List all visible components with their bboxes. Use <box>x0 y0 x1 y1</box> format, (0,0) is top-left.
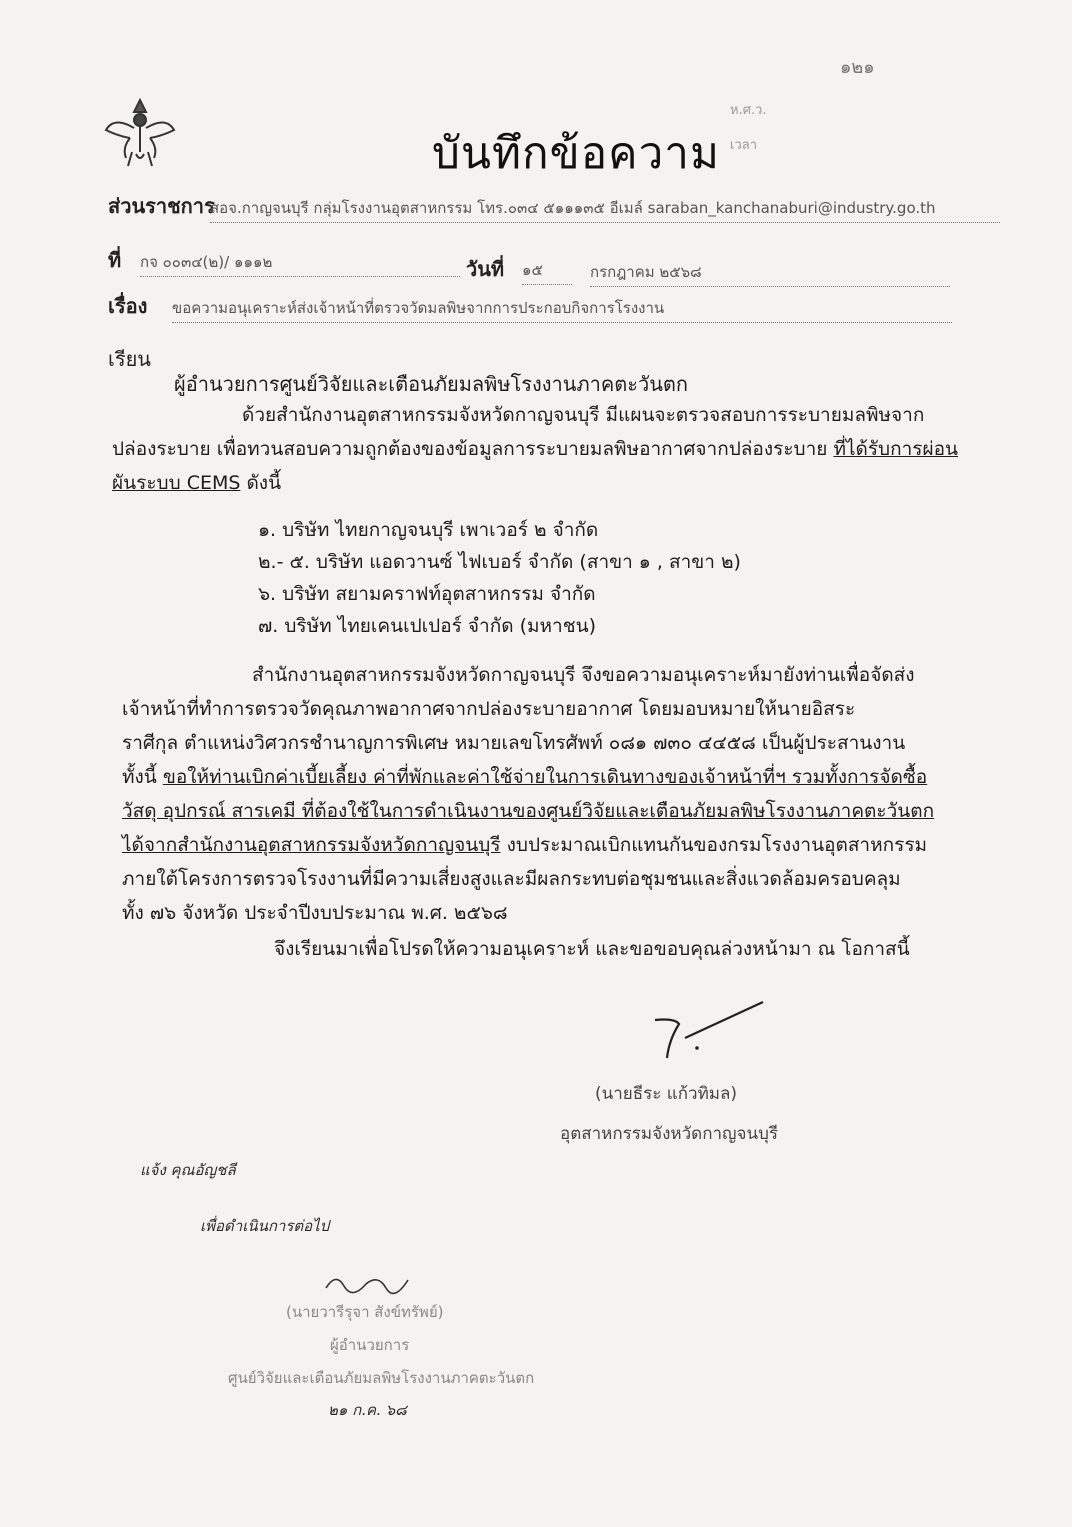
signer-name: (นายธีระ แก้วทิมล) <box>595 1084 738 1104</box>
date-label: วันที่ <box>466 257 505 281</box>
closing-line: จึงเรียนมาเพื่อโปรดให้ความอนุเคราะห์ และขอขอบคุณล่วงหน้ามา ณ โอกาสนี้ <box>274 938 910 960</box>
request-paragraph <box>122 658 934 930</box>
signer-position: อุตสาหกรรมจังหวัดกาญจนบุรี <box>560 1124 779 1144</box>
note-date: ๒๑ ก.ค. ๖๘ <box>328 1401 407 1419</box>
stamp-number: ๑๒๑ <box>840 57 875 78</box>
to-label: เรียน <box>108 347 151 371</box>
document-title: บันทึกข้อความ <box>432 128 721 179</box>
request-line-7: ภายใต้โครงการตรวจโรงงานที่มีความเสี่ยงสูงและมีผลกระทบต่อชุมชนและสิ่งแวดล้อมครอบคลุม <box>122 868 901 890</box>
intro-paragraph <box>112 398 958 500</box>
date-day: ๑๕ <box>522 258 572 285</box>
intro-line-3 <box>112 466 958 500</box>
note-signature-scribble <box>322 1268 412 1302</box>
request-line-3: ราศีกุล ตำแหน่งวิศวกรชำนาญการพิเศษ หมายเลขโทรศัพท์ ๐๘๑ ๗๓๐ ๔๔๕๘ เป็นผู้ประสานงาน <box>122 732 906 754</box>
note-line-2: เพื่อดำเนินการต่อไป <box>200 1217 330 1235</box>
agency-value: สอจ.กาญจนบุรี กลุ่มโรงงานอุตสาหกรรม โทร.๐๓๔ ๕๑๑๑๓๕ อีเมล์ saraban_kanchanaburi@industry.go.th <box>210 196 1000 223</box>
intro-line-3-text: ดังนี้ <box>240 472 282 494</box>
receipt-stamp <box>730 52 875 155</box>
intro-line-1: ด้วยสำนักงานอุตสาหกรรมจังหวัดกาญจนบุรี มีแผนจะตรวจสอบการระบายมลพิษจาก <box>242 404 925 426</box>
request-line-4-underlined: ขอให้ท่านเบิกค่าเบี้ยเลี้ยง ค่าที่พักและค่าใช้จ่ายในการเดินทางของเจ้าหน้าที่ฯ รวมทั้งการจัดซื้อ <box>162 766 928 788</box>
date-month-year: กรกฎาคม ๒๕๖๘ <box>590 260 950 287</box>
note-org: ศูนย์วิจัยและเตือนภัยมลพิษโรงงานภาคตะวันตก <box>228 1369 535 1387</box>
request-line-4-text: ทั้งนี้ <box>122 766 163 788</box>
subject-label: เรื่อง <box>108 294 148 318</box>
intro-line-2-text: ปล่องระบาย เพื่อทวนสอบความถูกต้องของข้อมูลการระบายมลพิษอากาศจากปล่องระบาย <box>112 438 834 460</box>
note-signer-role: ผู้อำนวยการ <box>330 1336 410 1354</box>
request-line-2: เจ้าหน้าที่ทำการตรวจวัดคุณภาพอากาศจากปล่องระบายอากาศ โดยมอบหมายให้นายอิสระ <box>122 698 856 720</box>
company-item: ๖. บริษัท สยามคราฟท์อุตสาหกรรม จำกัด <box>258 583 596 605</box>
request-line-6-underlined: ได้จากสำนักงานอุตสาหกรรมจังหวัดกาญจนบุรี <box>122 834 501 856</box>
request-line-1: สำนักงานอุตสาหกรรมจังหวัดกาญจนบุรี จึงขอความอนุเคราะห์มายังท่านเพื่อจัดส่ง <box>252 664 915 686</box>
signature-mark <box>645 1000 765 1070</box>
request-line-6-text: งบประมาณเบิกแทนกันของกรมโรงงานอุตสาหกรรม <box>500 834 928 856</box>
company-item: ๒.- ๕. บริษัท แอดวานซ์ ไฟเบอร์ จำกัด (สาขา ๑ , สาขา ๒) <box>258 551 741 573</box>
company-item: ๑. บริษัท ไทยกาญจนบุรี เพาเวอร์ ๒ จำกัด <box>258 519 599 541</box>
request-line-5: วัสดุ อุปกรณ์ สารเคมี ที่ต้องใช้ในการดำเนินงานของศูนย์วิจัยและเตือนภัยมลพิษโรงงานภาคตะวันตก <box>122 800 935 822</box>
request-line-4 <box>122 760 934 794</box>
garuda-emblem <box>100 92 180 172</box>
agency-label: ส่วนราชการ <box>108 194 215 218</box>
intro-line-3-underlined: ผันระบบ CEMS <box>112 472 241 494</box>
intro-line-2 <box>112 432 958 466</box>
note-signer: (นายวารีรุจา สังข์ทรัพย์) <box>286 1303 444 1321</box>
request-line-6 <box>122 828 934 862</box>
intro-line-2-underlined: ที่ได้รับการผ่อน <box>833 438 959 460</box>
subject-value: ขอความอนุเคราะห์ส่งเจ้าหน้าที่ตรวจวัดมลพิษจากการประกอบกิจการโรงงาน <box>172 296 952 323</box>
company-list <box>258 514 741 642</box>
to-value: ผู้อำนวยการศูนย์วิจัยและเตือนภัยมลพิษโรงงานภาคตะวันตก <box>174 372 688 396</box>
ref-value: กจ ๐๐๓๔(๒)/ ๑๑๑๒ <box>140 250 460 277</box>
stamp-time: เวลา <box>730 138 758 153</box>
stamp-code: ห.ศ.ว. <box>730 103 767 118</box>
request-line-8: ทั้ง ๗๖ จังหวัด ประจำปีงบประมาณ พ.ศ. ๒๕๖๘ <box>122 902 508 924</box>
company-item: ๗. บริษัท ไทยเคนเปเปอร์ จำกัด (มหาชน) <box>258 615 597 637</box>
ref-label: ที่ <box>108 248 122 272</box>
note-line-1: แจ้ง คุณอัญชลี <box>140 1161 236 1179</box>
